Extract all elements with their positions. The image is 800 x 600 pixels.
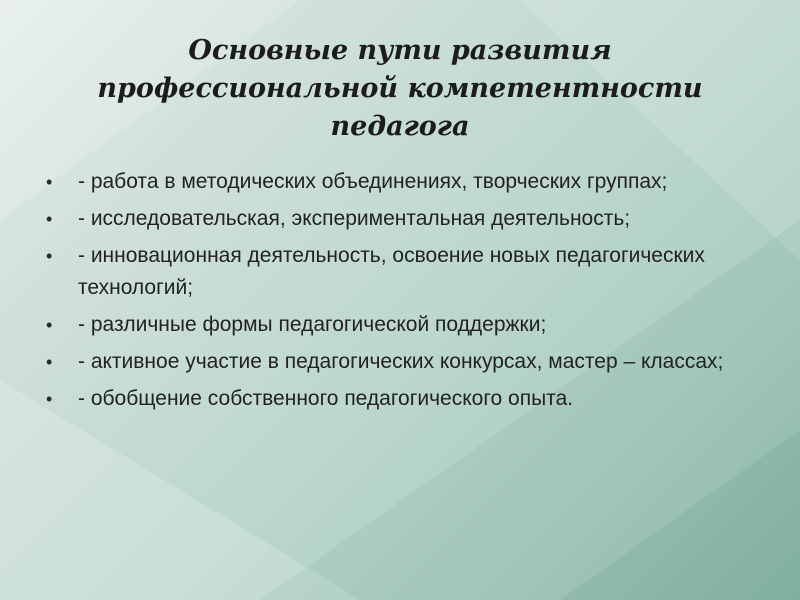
bullet-icon: • [46, 172, 53, 192]
bullet-icon: • [46, 209, 53, 229]
bullet-text: - различные формы педагогической поддержки; [78, 313, 547, 336]
list-item [44, 346, 744, 378]
bullet-text: - инновационная деятельность, освоение новых педагогических технологий; [78, 244, 705, 299]
list-item [44, 383, 744, 415]
list-item [44, 309, 744, 341]
bullet-text: - исследовательская, экспериментальная деятельность; [78, 207, 631, 230]
bullet-icon: • [46, 315, 53, 335]
bullet-icon: • [46, 246, 53, 266]
bullet-text: - активное участие в педагогических конкурсах, мастер – классах; [78, 350, 724, 373]
list-item [44, 203, 744, 235]
list-item [44, 240, 744, 304]
list-item [44, 166, 744, 198]
bullet-list [44, 166, 744, 420]
slide-title: Основные пути развития профессиональной компетентности педагога [97, 35, 703, 142]
bullet-text: - обобщение собственного педагогического опыта. [78, 387, 574, 410]
bullet-text: - работа в методических объединениях, творческих группах; [78, 170, 668, 193]
bullet-icon: • [46, 389, 53, 409]
bullet-icon: • [46, 352, 53, 372]
